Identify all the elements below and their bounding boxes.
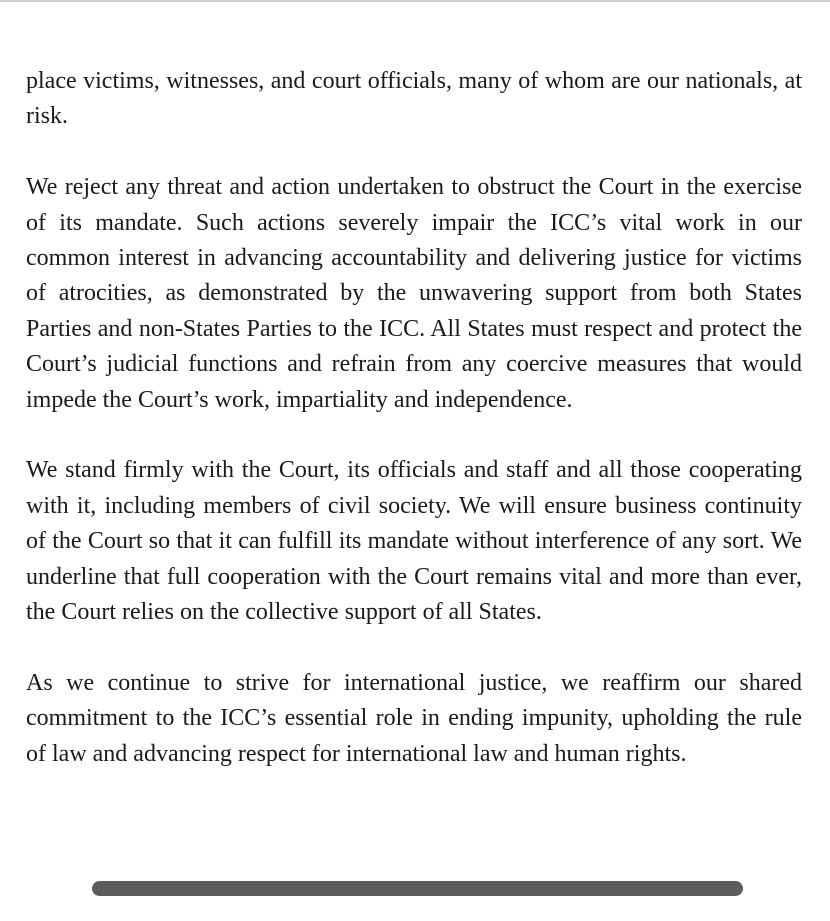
horizontal-scrollbar[interactable] [92, 881, 743, 896]
document-body [26, 64, 802, 772]
paragraph: We stand firmly with the Court, its officials and staff and all those cooperating with it, including members of civil society. We will ensure business continuity of the Court so that it can fulfill its mandate without interference of any sort. We underline that full cooperation with the Court remains vital and more than ever, the Court relies on the collective support of all States. [26, 457, 802, 626]
paragraph: We reject any threat and action undertaken to obstruct the Court in the exercise of its mandate. Such actions severely impair the ICC’s vital work in our common interest in advancing accountability and delivering justice for victims of atrocities, as demonstrated by the unwavering support from both States Parties and non-States Parties to the ICC. All States must respect and protect the Court’s judicial functions and refrain from any coercive measures that would impede the Court’s work, impartiality and independence. [26, 174, 802, 413]
paragraph: place victims, witnesses, and court officials, many of whom are our nationals, at risk. [26, 68, 802, 130]
top-divider [0, 0, 830, 2]
paragraph: As we continue to strive for international justice, we reaffirm our shared commitment to the ICC’s essential role in ending impunity, upholding the rule of law and advancing respect for international law and human rights. [26, 669, 802, 767]
